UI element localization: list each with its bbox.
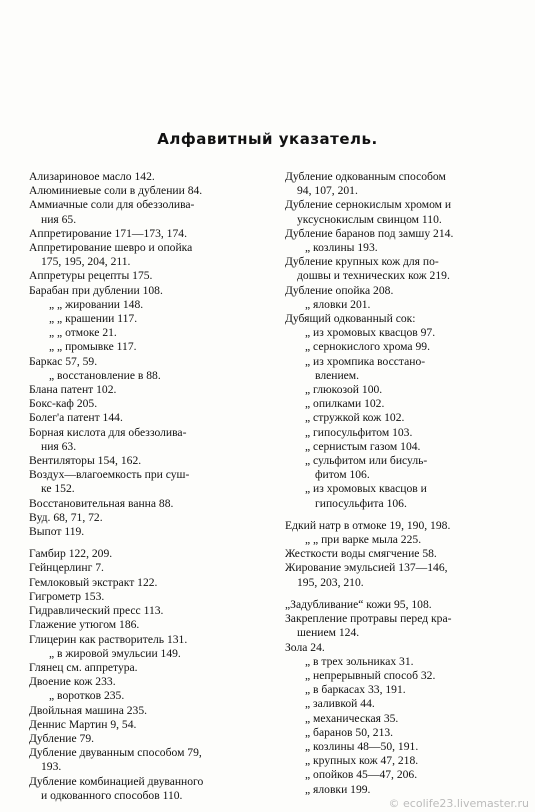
index-entry: „ яловки 199.: [305, 782, 371, 796]
index-entry: Дубление опойка 208.: [285, 283, 394, 297]
index-entry: „ в жировой эмульсии 149.: [49, 646, 181, 660]
index-entry: „ „ жировании 148.: [49, 297, 144, 311]
index-entry: Бокс-каф 205.: [29, 397, 98, 411]
index-entry: 195, 203, 210.: [297, 575, 364, 589]
index-entry: Вуд. 68, 71, 72.: [29, 510, 103, 524]
index-entry: 94, 107, 201.: [297, 184, 358, 198]
index-entry: Зола 24.: [285, 640, 325, 654]
index-entry: „ яловки 201.: [305, 297, 371, 311]
index-entry: „ сернистым газом 104.: [305, 439, 421, 453]
index-entry: „Задубливание“ кожи 95, 108.: [285, 597, 432, 611]
index-entry: Аппретуры рецепты 175.: [29, 269, 153, 283]
index-entry: „ из хромовых квасцов и: [305, 482, 427, 496]
index-entry: дошвы и технических кож 219.: [297, 269, 450, 283]
index-entry: „ сульфитом или бисуль-: [305, 454, 428, 468]
index-column-left: [29, 170, 263, 803]
index-entry: „ баранов 50, 213.: [305, 725, 394, 739]
index-entry: Выпот 119.: [29, 525, 85, 539]
index-entry: уксуснокислым свинцом 110.: [297, 212, 442, 226]
index-entry: „ „ при варке мыла 225.: [305, 533, 422, 547]
index-entry: „ опойков 45—47, 206.: [305, 768, 418, 782]
index-entry: „ опилками 102.: [305, 397, 385, 411]
index-entry: Дубление двуванным способом 79,: [29, 746, 202, 760]
index-entry: „ непрерывный способ 32.: [305, 668, 436, 682]
index-entry: ния 63.: [41, 439, 77, 453]
index-entry: Дубящий одкованный сок:: [285, 312, 416, 326]
index-entry: Жирование эмульсией 137—146,: [285, 561, 448, 575]
index-entry: Глянец см. аппретура.: [29, 660, 138, 674]
index-entry: „ восстановление в 88.: [49, 368, 161, 382]
page-title: Алфавитный указатель.: [157, 130, 378, 148]
index-entry: „ заливкой 44.: [305, 697, 375, 711]
index-entry: Жесткости воды смягчение 58.: [285, 547, 437, 561]
index-entry: „ глюкозой 100.: [305, 383, 383, 397]
index-entry: Гамбир 122, 209.: [29, 547, 113, 561]
index-entry: Борная кислота для обеззолива-: [29, 425, 187, 439]
index-entry: влением.: [315, 368, 360, 382]
index-entry: Барабан при дублении 108.: [29, 283, 163, 297]
index-entry: Аппретирование шевро и опойка: [29, 241, 193, 255]
index-entry: „ сернокислого хрома 99.: [305, 340, 430, 354]
index-entry: „ „ промывке 117.: [49, 340, 137, 354]
index-entry: „ стружкой кож 102.: [305, 411, 405, 425]
index-entry: Воздух—влагоемкость при суш-: [29, 468, 190, 482]
index-entry: Дубление 79.: [29, 731, 95, 745]
index-entry: „ в трех зольниках 31.: [305, 654, 414, 668]
index-entry: „ „ крашении 117.: [49, 312, 138, 326]
index-entry: Баркас 57, 59.: [29, 354, 98, 368]
index-entry: Двойльная машина 235.: [29, 703, 148, 717]
index-entry: Вентиляторы 154, 162.: [29, 454, 142, 468]
index-entry: гипосульфита 106.: [315, 496, 407, 510]
index-entry: Болег'а патент 144.: [29, 411, 123, 425]
index-entry: Едкий натр в отмоке 19, 190, 198.: [285, 518, 451, 532]
index-entry: Гемлоковый экстракт 122.: [29, 575, 158, 589]
index-entry: Гейнцерлинг 7.: [29, 561, 104, 575]
index-entry: фитом 106.: [315, 468, 370, 482]
index-entry: Ализариновое масло 142.: [29, 170, 155, 183]
index-entry: Закрепление протравы перед кра-: [285, 612, 452, 626]
index-entry: 193.: [41, 760, 62, 774]
index-entry: Аммиачные соли для обеззолива-: [29, 198, 195, 212]
index-column-right: [285, 170, 515, 797]
index-entry: Дубление баранов под замшу 214.: [285, 226, 454, 240]
index-entry: „ в баркасах 33, 191.: [305, 683, 406, 697]
index-entry: ке 152.: [41, 482, 75, 496]
index-entry: Глицерин как растворитель 131.: [29, 632, 188, 646]
index-entry: Дубление крупных кож для по-: [285, 255, 439, 269]
index-entry: „ „ отмоке 21.: [49, 326, 117, 340]
watermark: © ecolife23.livemaster.ru: [388, 797, 529, 810]
index-entry: Гидравлический пресс 113.: [29, 604, 164, 618]
index-entry: „ козлины 48—50, 191.: [305, 739, 419, 753]
index-entry: „ механическая 35.: [305, 711, 399, 725]
index-entry: шением 124.: [297, 626, 360, 640]
index-entry: Гигрометр 153.: [29, 589, 105, 603]
index-entry: „ из хромовых квасцов 97.: [305, 326, 436, 340]
index-entry: Блана патент 102.: [29, 383, 117, 397]
index-entry: ния 65.: [41, 212, 77, 226]
index-entry: „ воротков 235.: [49, 689, 125, 703]
index-entry: Дубление сернокислым хромом и: [285, 198, 452, 212]
index-entry: „ крупных кож 47, 218.: [305, 754, 419, 768]
index-entry: „ козлины 193.: [305, 241, 378, 255]
index-entry: „ гипосульфитом 103.: [305, 425, 413, 439]
index-entry: Глажение утюгом 186.: [29, 618, 140, 632]
index-entry: „ из хромпика восстано-: [305, 354, 426, 368]
index-entry: Восстановительная ванна 88.: [29, 496, 174, 510]
index-entry: Двоение кож 233.: [29, 675, 116, 689]
index-entry: Деннис Мартин 9, 54.: [29, 717, 137, 731]
index-entry: и одкованного способов 110.: [41, 788, 183, 802]
index-entry: Аппретирование 171—173, 174.: [29, 226, 187, 240]
index-entry: Дубление одкованным способом: [285, 170, 446, 183]
index-entry: 175, 195, 204, 211.: [41, 255, 131, 269]
index-entry: Дубление комбинацией двуванного: [29, 774, 204, 788]
index-entry: Алюминиевые соли в дублении 84.: [29, 184, 203, 198]
